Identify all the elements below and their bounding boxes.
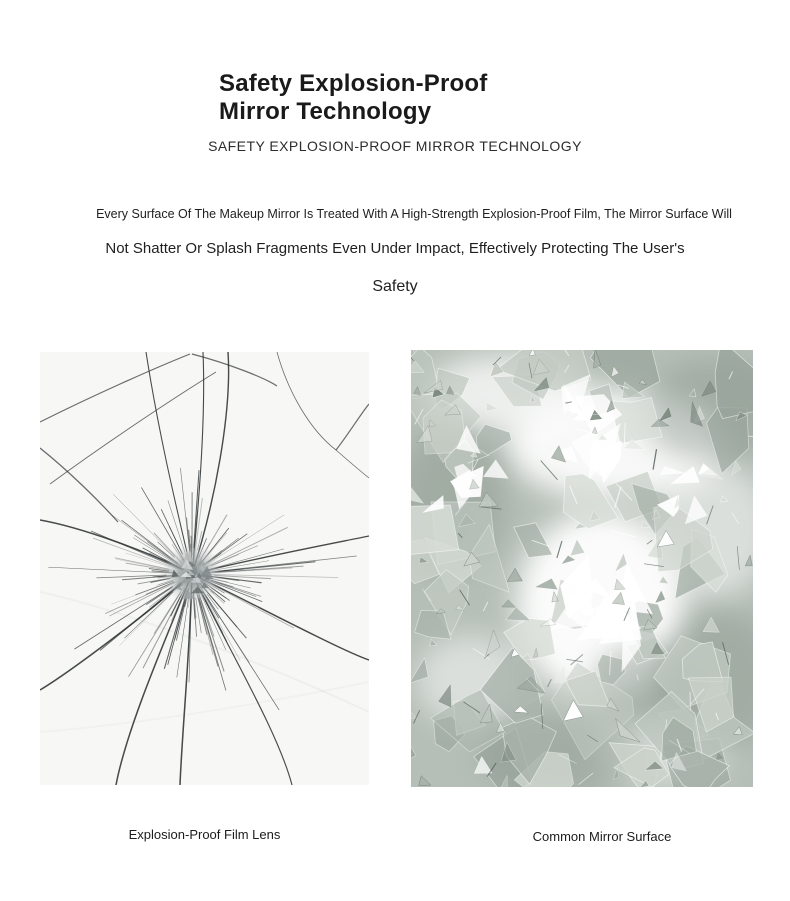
figure-caption-left: Explosion-Proof Film Lens: [128, 827, 281, 842]
page-title: Safety Explosion-Proof Mirror Technology: [219, 70, 488, 125]
description-line-3: Safety: [372, 278, 418, 295]
description-line-2: Not Shatter Or Splash Fragments Even Under Impact, Effectively Protecting The User's: [105, 240, 685, 257]
figure-explosion-proof-film-lens: [40, 352, 369, 842]
figure-common-mirror-surface: [411, 350, 753, 844]
page-subtitle: SAFETY EXPLOSION-PROOF MIRROR TECHNOLOGY: [208, 138, 582, 154]
description-line-1: Every Surface Of The Makeup Mirror Is Treated With A High-Strength Explosion-Proof Film, The Mirror Surface Will: [96, 207, 732, 221]
cracked-glass-with-film-image: [40, 352, 369, 785]
figure-caption-right: Common Mirror Surface: [532, 829, 672, 844]
shattered-mirror-image: [411, 350, 753, 787]
